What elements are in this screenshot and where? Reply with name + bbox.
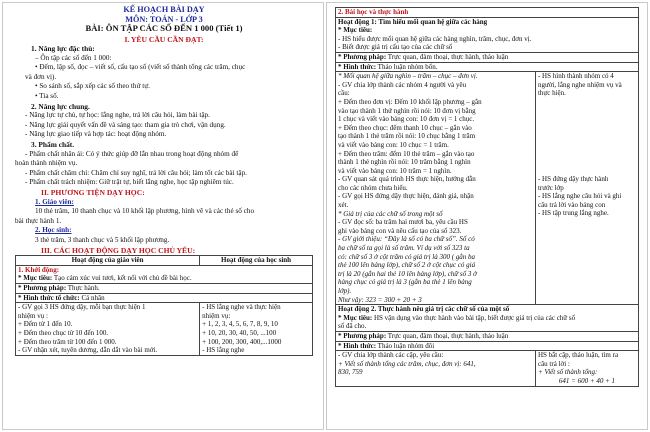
objective-line: – Ôn tập các số đến 1 000: (35, 53, 112, 62)
materials-line: 3 thẻ trăm, 3 thanh chục và 5 khối lập phương. (35, 235, 170, 244)
student-step: - HS tập trung lắng nghe. (537, 209, 609, 218)
label-objective: * Mục tiêu: (18, 274, 53, 283)
heading-qualities: 3. Phẩm chất. (31, 140, 75, 150)
teacher-step: 830, 759 (338, 368, 363, 377)
student-step: + 10, 20, 30, 40, 50, ...100 (202, 328, 277, 337)
value-format: Thảo luận nhóm đôi (376, 341, 435, 350)
subject-line: MÔN: TOÁN - LỚP 3 (125, 14, 203, 24)
student-step: - HS lắng nghe (202, 346, 245, 355)
teacher-step: nhiệm vụ : (18, 311, 48, 320)
competence-line: - Năng lực giao tiếp và hợp tác: hoạt động nhóm. (25, 130, 167, 139)
student-step: + 1, 2, 3, 4, 5, 6, 7, 8, 9, 10 (202, 320, 278, 329)
materials-line: bài thực hành 1. (15, 216, 62, 225)
lesson-activities-table (335, 7, 639, 387)
materials-line: 10 thẻ trăm, 10 thanh chục và 10 khối lập phương, hình vẽ và các thẻ số cho (35, 207, 255, 216)
student-step: câu trả lời : (537, 359, 570, 368)
objective-line: và đơn vị). (25, 72, 57, 81)
objective-line: - HS hiểu được mối quan hệ giữa các hàng nghìn, trăm, chục, đơn vị. (338, 34, 532, 43)
teacher-step: + Đếm theo chục từ 10 đến 100. (18, 328, 109, 337)
teacher-step: Như vậy: 323 = 300 + 20 + 3 (338, 295, 422, 304)
student-step: HS bắt cặp, thảo luận, tìm ra (537, 351, 619, 360)
section-materials: II. PHƯƠNG TIỆN DẠY HỌC: (41, 188, 145, 197)
teacher-step: + Viết số thành tổng các trăm, chục, đơn vị: 641, (338, 359, 476, 368)
activity-1-title: Hoạt động 1: Tìm hiểu mối quan hệ giữa các hàng (338, 17, 488, 26)
label-method: * Phương pháp: (18, 283, 67, 292)
teacher-step: lớp). (338, 287, 352, 295)
col-teacher-header: Hoạt động của giáo viên (16, 256, 200, 266)
label-format: * Hình thức: (338, 341, 377, 350)
label-method: * Phương pháp: (338, 52, 387, 61)
label-format: * Hình thức tổ chức: (18, 293, 80, 302)
activity-2-title: Hoạt động 2. Thực hành nêu giá trị các chữ số của một số (338, 305, 510, 314)
teacher-step: ba chữ số ta gọi là số trăm. Ví dụ với số 323 ta (338, 244, 470, 253)
label-objective: * Mục tiêu: (338, 26, 373, 35)
quality-line: - Phẩm chất nhân ái: Có ý thức giúp đỡ lẫn nhau trong hoạt động nhóm để (25, 149, 239, 158)
teacher-step: - GV nhận xét, tuyên dương, dẫn dắt vào bài mới. (18, 346, 158, 355)
competence-line: - Năng lực giải quyết vấn đề và sáng tạo: tham gia trò chơi, vận dụng. (25, 120, 226, 129)
activities-table (15, 255, 313, 356)
teacher-step: có: chữ số 3 ở cột trăm có giá trị là 300 ( gắn ba (338, 252, 476, 261)
objective-line: • Tia số. (35, 92, 59, 101)
teacher-step: - GV đọc số: ba trăm hai mươi ba, yêu cầu HS (338, 218, 468, 227)
student-step: - HS lắng nghe câu hỏi và ghi (537, 192, 622, 201)
doc-title: KẾ HOẠCH BÀI DẠY (123, 5, 205, 14)
teacher-step: hàng chục có giá trị là 3 (gắn ba thẻ 1 lên bảng (338, 278, 472, 287)
value-objective: Tạo cảm xúc vui tươi, kết nối với chủ đề bài học. (52, 274, 192, 283)
teacher-step: - GV gọi HS đứng dậy thực hiện, đánh giá, nhận (338, 192, 474, 201)
value-objective: HS vận dụng vào thực hành vào bài tập, biết được giá trị của các chữ số (372, 313, 576, 322)
label-objective: * Mục tiêu: (338, 313, 373, 322)
teacher-step: và viết vào bảng con: 10 chục = 1 trăm. (338, 140, 449, 149)
teacher-step: cho các nhóm chưa hiểu. (338, 183, 408, 192)
student-step: - HS đứng dậy thực hành (537, 174, 609, 183)
teacher-step: - GV chia lớp thành các nhóm 4 người và yêu (338, 80, 467, 89)
student-step: - HS hình thành nhóm có 4 (537, 72, 614, 81)
teacher-step: trị là 20 (gắn hai thẻ 10 lên bảng lớp), chữ số 3 ở (338, 269, 477, 278)
teacher-step: + Đếm theo chục: đếm thanh 10 chục – gắn vào (338, 123, 472, 132)
value-method: Thực hành. (66, 283, 100, 292)
teacher-step: - GV giới thiệu: “Đây là số có ba chữ số”. Số có (338, 235, 475, 244)
teacher-step: - GV chia lớp thành các cặp, yêu cầu: (338, 351, 444, 360)
objective-line: • So sánh số, sắp xếp các số theo thứ tự. (35, 82, 150, 91)
teacher-step: vào tạo thành 1 thứ nghìn rồi nói: 10 đơn vị bằng (338, 106, 476, 115)
student-step: + 100, 200, 300, 400,...1000 (202, 337, 282, 346)
teacher-step: * Mối quan hệ giữa nghìn – trăm – chục – đơn vị. (338, 72, 478, 81)
heading-general-competence: 2. Năng lực chung. (31, 101, 90, 111)
quality-line: - Phẩm chất trách nhiệm: Giữ trật tự, biết lắng nghe, học tập nghiêm túc. (25, 178, 234, 187)
teacher-step: - GV quan sát quá trình HS thực hiện, hướng dẫn (338, 175, 476, 184)
objective-line: • Đếm, lập số, đọc – viết số, cấu tạo số (viết số thành tổng các trăm, chục (35, 63, 246, 72)
student-step: + Viết số thành tổng: (537, 368, 598, 377)
student-step: - HS lắng nghe và thực hiện (202, 303, 281, 312)
activity-warmup-title: 1. Khởi động: (18, 265, 60, 274)
student-step: người, lắng nghe nhiệm vụ và (537, 80, 622, 89)
teacher-step: thành 1 thẻ nghìn rồi nói: 10 trăm bằng 1 nghìn (338, 158, 471, 167)
label-format: * Hình thức: (338, 62, 377, 71)
teacher-step: tạo thành 1 thẻ trăm rồi nói: 10 chục bằng 1 trăm (338, 132, 476, 141)
teacher-step: + Đếm theo trăm: đếm 10 thẻ trăm – gắn vào tạo (338, 149, 475, 158)
lesson-title: BÀI: ÔN TẬP CÁC SỐ ĐẾN 1 000 (Tiết 1) (85, 23, 243, 33)
quality-line: hoàn thành nhiệm vụ. (15, 159, 78, 168)
left-page (2, 2, 324, 430)
teacher-step: xét. (338, 201, 349, 210)
student-step: trước lớp (537, 183, 564, 192)
col-student-header: Hoạt động của học sinh (200, 256, 313, 266)
competence-line: - Năng lực tự chủ, tự học: lắng nghe, trả lời câu hỏi, làm bài tập. (25, 111, 210, 120)
heading-teacher-materials: 1. Giáo viên: (35, 197, 74, 206)
section-objectives: I. YÊU CẦU CẦN ĐẠT: (124, 34, 204, 44)
section-activities: III. CÁC HOẠT ĐỘNG DẠY HỌC CHỦ YẾU: (41, 245, 196, 255)
heading-specific-competence: 1. Năng lực đặc thù: (31, 44, 95, 54)
teacher-step: - GV gọi 3 HS đứng dậy, mỗi bạn thực hiện 1 (18, 303, 146, 312)
student-step: nhiệm vụ: (202, 311, 231, 320)
value-method: Trực quan, đàm thoại, thực hành, thảo luận (386, 52, 509, 61)
objective-line: số đã cho. (338, 322, 367, 331)
teacher-step: cầu: (338, 89, 350, 98)
teacher-step: + Đếm từ 1 đến 10. (18, 320, 73, 329)
objective-line: - Biết được giá trị cấu tạo của các chữ số (338, 43, 453, 52)
quality-line: - Phẩm chất chăm chỉ: Chăm chỉ suy nghĩ, trả lời câu hỏi; làm tốt các bài tập. (25, 168, 247, 177)
teacher-step: thẻ 100 lên bảng lớp), chữ số 2 ở cột chục có giá (338, 261, 476, 270)
teacher-step: ghi vào bảng con và nêu cấu tạo của số 323. (338, 226, 462, 235)
value-format: Cá nhân (79, 293, 105, 302)
value-method: Trực quan, đàm thoại, thực hành, thảo luận (386, 331, 509, 340)
heading-student-materials: 2. Học sinh: (35, 226, 72, 235)
teacher-step: + Đếm theo trăm từ 100 đến 1 000. (18, 337, 117, 346)
student-step: 641 = 600 + 40 + 1 (558, 376, 616, 385)
student-step: thực hiện. (537, 89, 566, 98)
value-format: Thảo luận nhóm bốn. (376, 62, 438, 71)
teacher-step: 1 chục và viết vào bảng con: 10 đơn vị = 1 chục. (338, 115, 475, 124)
teacher-step: * Giá trị của các chữ số trong một số (338, 209, 443, 218)
teacher-step: + Đếm theo đơn vị: Đếm 10 khối lập phương – gắn (338, 97, 482, 106)
section-lesson-practice: 2. Bài học và thực hành (338, 8, 409, 16)
right-page (326, 2, 648, 430)
teacher-step: và viết vào bảng con: 10 trăm = 1 nghìn. (338, 166, 452, 175)
label-method: * Phương pháp: (338, 331, 387, 340)
student-step: câu trả lời vào bảng con (537, 200, 606, 209)
